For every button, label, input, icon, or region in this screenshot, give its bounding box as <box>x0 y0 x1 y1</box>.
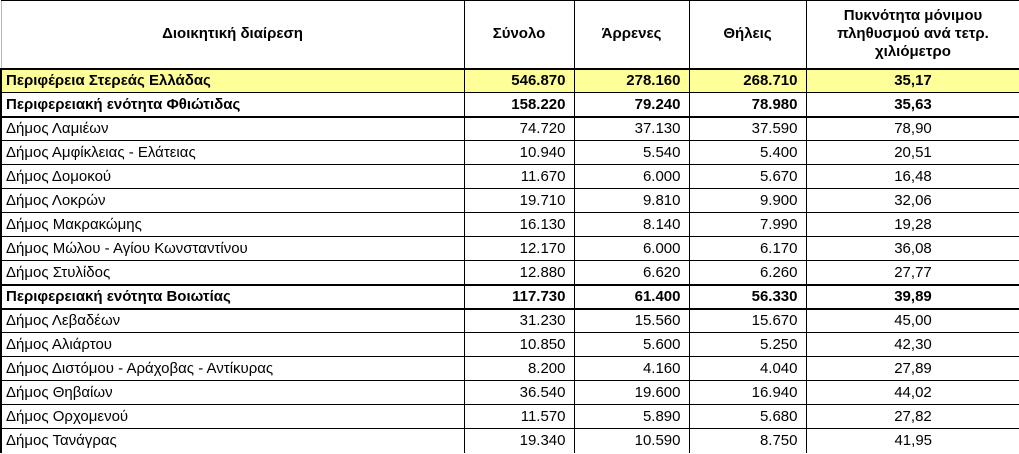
density-cell: 32,06 <box>806 189 1019 213</box>
division-name-cell: Δήμος Δομοκού <box>1 165 464 189</box>
total-cell: 12.880 <box>464 261 574 285</box>
total-cell: 19.710 <box>464 189 574 213</box>
total-cell: 11.570 <box>464 405 574 429</box>
males-cell: 37.130 <box>574 117 689 141</box>
density-cell: 35,63 <box>806 93 1019 117</box>
column-header-division: Διοικητική διαίρεση <box>1 1 464 69</box>
females-cell: 78.980 <box>689 93 806 117</box>
division-name-cell: Δήμος Ορχομενού <box>1 405 464 429</box>
total-cell: 8.200 <box>464 357 574 381</box>
density-cell: 45,00 <box>806 309 1019 333</box>
females-cell: 5.680 <box>689 405 806 429</box>
total-cell: 10.940 <box>464 141 574 165</box>
division-name-cell: Δήμος Θηβαίων <box>1 381 464 405</box>
density-cell: 78,90 <box>806 117 1019 141</box>
division-name-cell: Δήμος Τανάγρας <box>1 429 464 453</box>
males-cell: 19.600 <box>574 381 689 405</box>
total-cell: 158.220 <box>464 93 574 117</box>
males-cell: 9.810 <box>574 189 689 213</box>
females-cell: 5.250 <box>689 333 806 357</box>
females-cell: 9.900 <box>689 189 806 213</box>
females-cell: 37.590 <box>689 117 806 141</box>
division-name-cell: Δήμος Λεβαδέων <box>1 309 464 333</box>
total-cell: 16.130 <box>464 213 574 237</box>
total-cell: 74.720 <box>464 117 574 141</box>
table-row <box>1 261 1019 285</box>
females-cell: 4.040 <box>689 357 806 381</box>
table-row <box>1 213 1019 237</box>
density-cell: 27,82 <box>806 405 1019 429</box>
females-cell: 5.670 <box>689 165 806 189</box>
division-name-cell: Δήμος Αμφίκλειας - Ελάτειας <box>1 141 464 165</box>
females-cell: 56.330 <box>689 285 806 309</box>
table-row <box>1 237 1019 261</box>
total-cell: 19.340 <box>464 429 574 453</box>
division-name-cell: Περιφερειακή ενότητα Φθιώτιδας <box>1 93 464 117</box>
males-cell: 8.140 <box>574 213 689 237</box>
table-body <box>1 69 1019 453</box>
total-cell: 36.540 <box>464 381 574 405</box>
density-cell: 41,95 <box>806 429 1019 453</box>
table-row <box>1 405 1019 429</box>
density-cell: 27,89 <box>806 357 1019 381</box>
table-row <box>1 285 1019 309</box>
table-row <box>1 333 1019 357</box>
table-row <box>1 69 1019 93</box>
females-cell: 268.710 <box>689 69 806 93</box>
table-row <box>1 189 1019 213</box>
table-row <box>1 429 1019 453</box>
males-cell: 5.600 <box>574 333 689 357</box>
total-cell: 11.670 <box>464 165 574 189</box>
total-cell: 546.870 <box>464 69 574 93</box>
table-row <box>1 381 1019 405</box>
column-header-density: Πυκνότητα μόνιμου πληθυσμού ανά τετρ. χιλιόμετρο <box>806 1 1019 69</box>
females-cell: 6.260 <box>689 261 806 285</box>
division-name-cell: Δήμος Μακρακώμης <box>1 213 464 237</box>
total-cell: 10.850 <box>464 333 574 357</box>
division-name-cell: Περιφερειακή ενότητα Βοιωτίας <box>1 285 464 309</box>
density-cell: 20,51 <box>806 141 1019 165</box>
females-cell: 15.670 <box>689 309 806 333</box>
females-cell: 7.990 <box>689 213 806 237</box>
table-row <box>1 357 1019 381</box>
density-cell: 27,77 <box>806 261 1019 285</box>
females-cell: 8.750 <box>689 429 806 453</box>
density-cell: 44,02 <box>806 381 1019 405</box>
males-cell: 278.160 <box>574 69 689 93</box>
density-cell: 35,17 <box>806 69 1019 93</box>
males-cell: 6.000 <box>574 237 689 261</box>
males-cell: 10.590 <box>574 429 689 453</box>
males-cell: 5.540 <box>574 141 689 165</box>
total-cell: 12.170 <box>464 237 574 261</box>
males-cell: 61.400 <box>574 285 689 309</box>
table-row <box>1 93 1019 117</box>
division-name-cell: Δήμος Αλιάρτου <box>1 333 464 357</box>
males-cell: 6.000 <box>574 165 689 189</box>
table-header <box>1 1 1019 69</box>
females-cell: 5.400 <box>689 141 806 165</box>
density-cell: 39,89 <box>806 285 1019 309</box>
column-header-total: Σύνολο <box>464 1 574 69</box>
division-name-cell: Δήμος Μώλου - Αγίου Κωνσταντίνου <box>1 237 464 261</box>
column-header-males: Άρρενες <box>574 1 689 69</box>
division-name-cell: Δήμος Λοκρών <box>1 189 464 213</box>
density-cell: 16,48 <box>806 165 1019 189</box>
column-header-females: Θήλεις <box>689 1 806 69</box>
females-cell: 16.940 <box>689 381 806 405</box>
total-cell: 117.730 <box>464 285 574 309</box>
division-name-cell: Δήμος Στυλίδος <box>1 261 464 285</box>
males-cell: 4.160 <box>574 357 689 381</box>
males-cell: 79.240 <box>574 93 689 117</box>
table-row <box>1 117 1019 141</box>
density-cell: 42,30 <box>806 333 1019 357</box>
females-cell: 6.170 <box>689 237 806 261</box>
division-name-cell: Δήμος Διστόμου - Αράχοβας - Αντίκυρας <box>1 357 464 381</box>
table-row <box>1 309 1019 333</box>
density-cell: 19,28 <box>806 213 1019 237</box>
total-cell: 31.230 <box>464 309 574 333</box>
table-row <box>1 165 1019 189</box>
table-row <box>1 141 1019 165</box>
header-row <box>1 1 1019 69</box>
males-cell: 5.890 <box>574 405 689 429</box>
division-name-cell: Περιφέρεια Στερεάς Ελλάδας <box>1 69 464 93</box>
density-cell: 36,08 <box>806 237 1019 261</box>
division-name-cell: Δήμος Λαμιέων <box>1 117 464 141</box>
males-cell: 6.620 <box>574 261 689 285</box>
males-cell: 15.560 <box>574 309 689 333</box>
